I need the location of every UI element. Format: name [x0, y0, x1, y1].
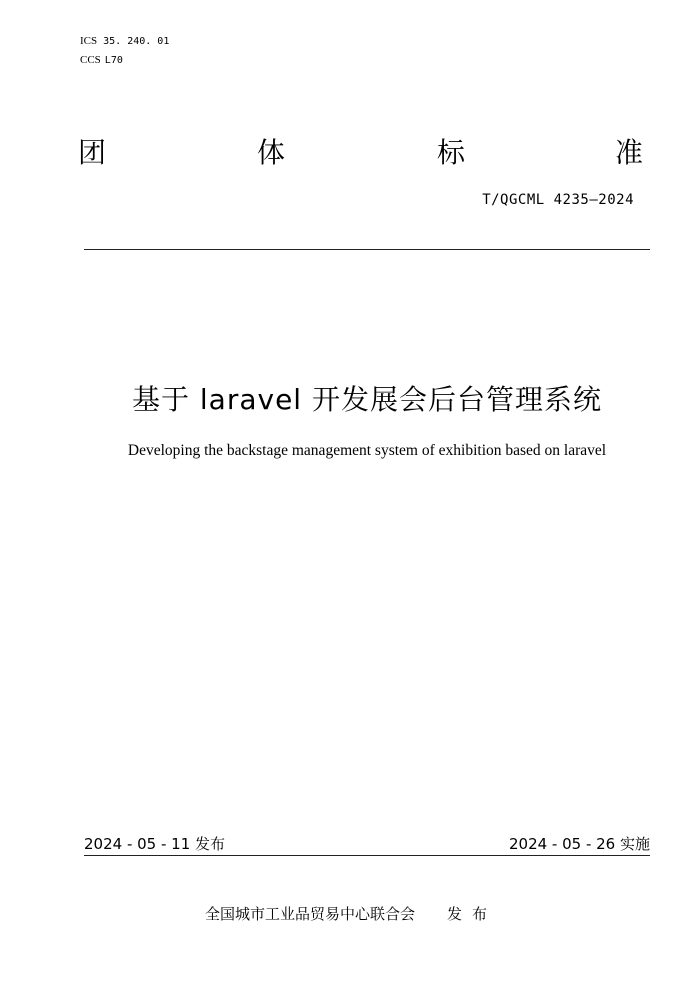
- document-title-chinese: 基于 laravel 开发展会后台管理系统: [132, 383, 602, 416]
- bottom-divider: [84, 855, 650, 856]
- ccs-classification: [80, 53, 123, 68]
- issuer-action: 发布: [447, 905, 498, 923]
- standard-type-char-4: 准: [615, 136, 644, 169]
- issuer-line: [205, 904, 497, 924]
- issuer-name: 全国城市工业品贸易中心联合会: [205, 905, 416, 923]
- publish-date: 2024 - 05 - 11 发布: [84, 835, 226, 853]
- document-title-english: Developing the backstage management system of exhibition based on laravel: [127, 442, 607, 459]
- implement-date: 2024 - 05 - 26 实施: [508, 835, 650, 853]
- ics-classification: [80, 34, 169, 49]
- ics-label: ICS: [80, 35, 98, 47]
- top-divider: [84, 249, 650, 250]
- ics-value: 35. 240. 01: [103, 36, 170, 47]
- standard-type-char-2: 体: [257, 136, 286, 169]
- ccs-label: CCS: [80, 54, 101, 66]
- standard-type-char-1: 团: [78, 136, 107, 169]
- standard-type-char-3: 标: [437, 136, 466, 169]
- standard-number: T/QGCML 4235—2024: [482, 192, 634, 208]
- ccs-value: L70: [104, 55, 123, 66]
